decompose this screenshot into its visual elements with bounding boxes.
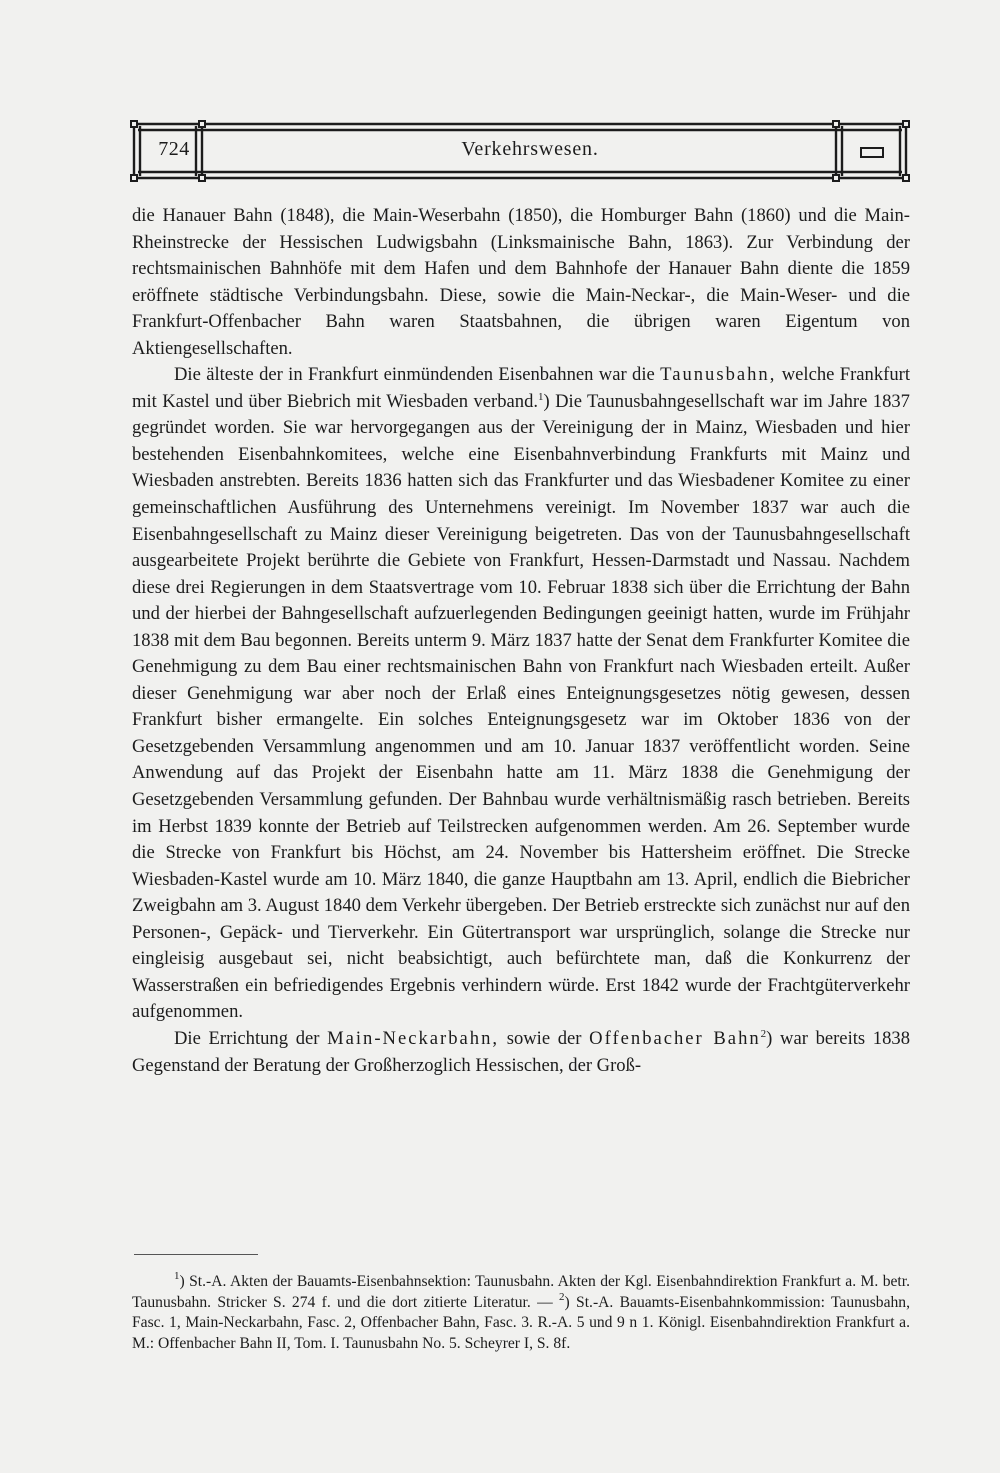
footnote-1 — [132, 1272, 910, 1354]
footnote-2-text: ) St.-A. Bauamts-Eisenbahnkommission: Taunusbahn, Fasc. 1, Main-Neckarbahn, Fasc. 2, Offenbacher Bahn, Fasc. 3. R.-A. 5 und 9 n 1. Königl. Eisenbahndirektion Frankfurt a. M.: Offenbacher Bahn II, Tom. I. Taunusbahn No. 5. Scheyrer I, S. 8f. — [132, 1293, 910, 1352]
page-number: 724 — [158, 138, 190, 160]
paragraph-3-part-c: ) war bereits 1838 Gegenstand der Beratung der Großherzoglich Hessischen, der Groß- — [132, 1027, 910, 1076]
paragraph-1: die Hanauer Bahn (1848), die Main-Weserbahn (1850), die Homburger Bahn (1860) und die Main-Rheinstrecke der Hessischen Ludwigsbahn (Linksmainische Bahn, 1863). Zur Verbindung der rechtsmainischen Bahnhöfe mit dem Hafen und dem Bahnhofe der Hanauer Bahn diente die 1859 eröffnete städtische Verbindungsbahn. Diese, sowie die Main-Neckar-, die Main-Weser- und die Frankfurt-Offenbacher Bahn waren Staatsbahnen, die übrigen waren Eigentum von Aktiengesellschaften. — [132, 205, 910, 359]
paragraph-2-part-a: Die älteste der in Frankfurt einmündenden Eisenbahnen war die — [174, 364, 655, 386]
body-text — [132, 203, 910, 1079]
footnote-ref-1: 1 — [538, 390, 544, 403]
footnotes — [132, 1272, 910, 1354]
footnote-1-mark: 1 — [174, 1270, 180, 1282]
paragraph-2-part-c: ) Die Taunusbahngesellschaft war im Jahre 1837 gegründet worden. Sie war hervorgegangen aus der Vereinigung der in Mainz, Wiesbaden und hier bestehenden Eisenbahnkomitees, welche eine Eisenbahnverbindung Frankfurts mit Mainz und Wiesbaden anstrebten. Bereits 1836 hatten sich das Frankfurter und das Wiesbadener Komitee zu einer gemeinschaftlichen Ausführung des Unternehmens vereinigt. Im November 1837 war auch die Eisenbahngesellschaft zu Mainz dieser Vereinigung beigetreten. Das von der Taunusbahngesellschaft ausgearbeitete Projekt berührte die Gebiete von Frankfurt, Hessen-Darmstadt und Nassau. Nachdem diese drei Regierungen in dem Staatsvertrage vom 10. Februar 1838 sich über die Errichtung der Bahn und der hierbei der Bahngesellschaft aufzuerlegenden Bedingungen geeinigt hatten, wurde im Frühjahr 1838 mit dem Bau begonnen. Bereits unterm 9. März 1837 hatte der Senat dem Frankfurter Komitee die Genehmigung zu dem Bau einer rechtsmainischen Bahn von Frankfurt nach Wiesbaden erteilt. Außer dieser Genehmigung war aber noch der Erlaß eines Enteignungsgesetzes nötig gewesen, dessen Frankfurt bisher ermangelte. Ein solches Enteignungsgesetz war im Oktober 1836 von der Gesetzgebenden Versammlung angenommen und am 10. Januar 1837 veröffentlicht worden. Seine Anwendung auf das Projekt der Eisenbahn hatte am 11. März 1838 die Genehmigung der Gesetzgebenden Versammlung gefunden. Der Bahnbau wurde verhältnismäßig rasch betrieben. Bereits im Herbst 1839 konnte der Betrieb auf Teilstrecken aufgenommen werden. Am 26. September wurde die Strecke von Frankfurt bis Höchst, am 24. November bis Hattersheim eröffnet. Die Strecke Wiesbaden-Kastel wurde am 10. März 1840, die ganze Hauptbahn am 13. April, endlich die Biebricher Zweigbahn am 3. August 1840 dem Verkehr übergeben. Der Betrieb erstreckte sich zunächst nur auf den Personen-, Gepäck- und Tierverkehr. Ein Gütertransport war ursprünglich, solange die Strecke nur eingleisig ausgebaut sei, nicht beabsichtigt, auch befürchtete man, daß die Konkurrenz der Wasserstraßen ein befriedigendes Ergebnis verhindern würde. Erst 1842 wurde der Frachtgüterverkehr aufgenommen. — [132, 390, 910, 1023]
rectangle-ornament-icon — [860, 147, 884, 158]
footnote-rule — [134, 1254, 258, 1255]
footnote-1-text: ) St.-A. Akten der Bauamts-Eisenbahnsektion: Taunusbahn. Akten der Kgl. Eisenbahndirektion Frankfurt a. M. betr. Taunusbahn. Stricker S. 274 f. und die dort zitierte Literatur. — — [132, 1273, 910, 1311]
running-header — [130, 120, 910, 182]
footnote-2-mark: 2 — [559, 1290, 565, 1303]
paragraph-2-part-b: welche Frankfurt mit Kastel und über Biebrich mit Wiesbaden verband. — [132, 364, 910, 412]
paragraph-3 — [132, 1026, 910, 1079]
running-title: Verkehrswesen. — [461, 138, 599, 160]
term-offenbacher-bahn: Offenbacher Bahn — [589, 1027, 761, 1049]
footnote-ref-2: 2 — [760, 1027, 767, 1040]
term-main-neckarbahn: Main-Neckarbahn, — [327, 1027, 500, 1049]
paragraph-3-part-b: sowie der — [506, 1027, 582, 1049]
term-taunusbahn: Taunusbahn, — [660, 364, 777, 386]
paragraph-2 — [132, 362, 910, 1026]
paragraph-3-part-a: Die Errichtung der — [174, 1027, 320, 1049]
